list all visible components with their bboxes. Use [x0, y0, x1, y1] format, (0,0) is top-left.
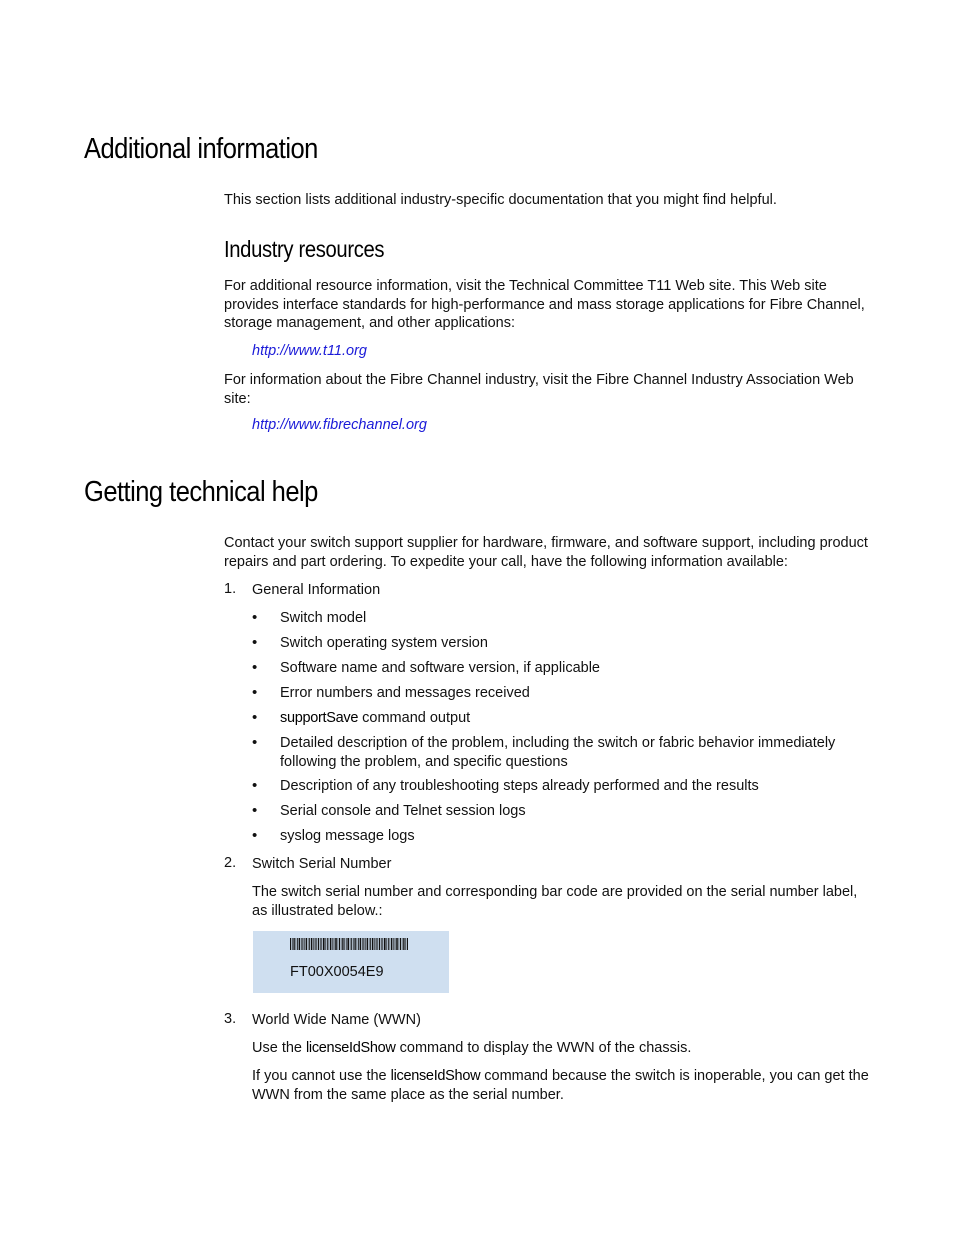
list-item-text: Switch operating system version — [280, 635, 488, 651]
help-intro: Contact your switch support supplier for hardware, firmware, and software support, including product repairs and part ordering. To expedite your call, have the following information available: — [224, 535, 868, 570]
list-item-text: Software name and software version, if applicable — [280, 660, 600, 676]
t11-link[interactable]: http://www.t11.org — [252, 343, 367, 359]
heading-additional-information: Additional information — [84, 133, 318, 165]
wwn-p2-pre: If you cannot use the — [252, 1068, 391, 1084]
additional-intro: This section lists additional industry-specific documentation that you might find helpful. — [224, 192, 777, 208]
item-1-label: General Information — [252, 582, 381, 598]
item-3-number: 3. — [224, 1011, 237, 1027]
bullet-icon: • — [252, 634, 258, 651]
list-item-text: Detailed description of the problem, including the switch or fabric behavior immediately following the problem, and specific questions — [280, 735, 836, 770]
bullet-icon: • — [252, 734, 258, 751]
bullet-icon: • — [252, 827, 258, 844]
wwn-p1-post: command to display the WWN of the chassis. — [395, 1040, 692, 1056]
serial-number-description: The switch serial number and corresponding bar code are provided on the serial number label, as illustrated below.: — [252, 884, 858, 919]
bullet-icon: • — [252, 709, 258, 726]
item-3-label: World Wide Name (WWN) — [252, 1012, 421, 1028]
industry-paragraph-t11: For additional resource information, visit the Technical Committee T11 Web site. This Web site provides interface standards for high-performance and mass storage applications for Fibre Channel, storage management, and other applications: — [224, 278, 865, 331]
bullet-icon: • — [252, 684, 258, 701]
bullet-icon: • — [252, 609, 258, 626]
list-item-text: Description of any troubleshooting steps already performed and the results — [280, 778, 759, 794]
bullet-icon: • — [252, 777, 258, 794]
item-2-number: 2. — [224, 855, 237, 871]
heading-getting-technical-help: Getting technical help — [84, 476, 318, 508]
heading-industry-resources: Industry resources — [224, 236, 385, 262]
wwn-paragraph-1 — [252, 1039, 872, 1058]
fibrechannel-link[interactable]: http://www.fibrechannel.org — [252, 417, 427, 433]
bullet-icon: • — [252, 659, 258, 676]
wwn-p1-pre: Use the — [252, 1040, 306, 1056]
list-item-text: Switch model — [280, 610, 367, 626]
serial-number-value: FT00X0054E9 — [290, 964, 384, 980]
licenseidshow-command: licenseIdShow — [306, 1040, 396, 1056]
serial-number-label — [253, 931, 449, 993]
list-item-text: Error numbers and messages received — [280, 685, 530, 701]
wwn-paragraph-2 — [252, 1067, 872, 1104]
item-1-number: 1. — [224, 581, 237, 597]
bullet-icon: • — [252, 802, 258, 819]
list-item-text: Serial console and Telnet session logs — [280, 803, 526, 819]
supportsave-text: command output — [358, 710, 471, 726]
barcode-icon — [290, 938, 408, 950]
licenseidshow-command-2: licenseIdShow — [390, 1068, 481, 1084]
wwn-p2-post: command because the switch is inoperable, you can get the WWN from the same place as the serial number. — [252, 1068, 869, 1103]
supportsave-command: supportSave — [280, 710, 359, 726]
item-2-label: Switch Serial Number — [252, 856, 392, 872]
list-item-text: syslog message logs — [280, 828, 415, 844]
industry-paragraph-fcia: For information about the Fibre Channel industry, visit the Fibre Channel Industry Association Web site: — [224, 372, 854, 407]
list-item-text — [280, 709, 870, 728]
